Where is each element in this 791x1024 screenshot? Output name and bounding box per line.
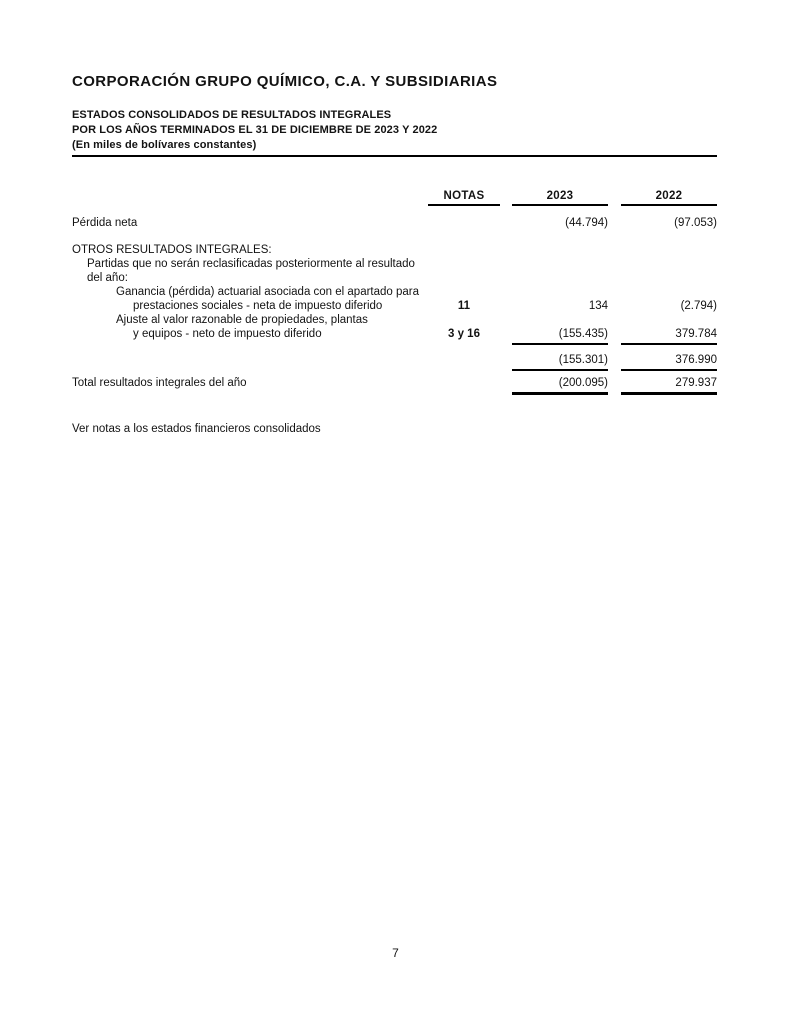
- column-header-notas: NOTAS: [428, 189, 500, 206]
- value-2022-cell: 379.784: [621, 327, 717, 345]
- table-row: [72, 313, 717, 327]
- statement-title: ESTADOS CONSOLIDADOS DE RESULTADOS INTEGRALES: [72, 109, 392, 121]
- column-header-2023: 2023: [512, 189, 608, 206]
- row-label: y equipos - neto de impuesto diferido: [133, 328, 322, 340]
- row-label: Ganancia (pérdida) actuarial asociada con el apartado para: [116, 286, 420, 298]
- table-row: [72, 257, 717, 285]
- statement-header: [72, 108, 717, 153]
- column-header-2022: 2022: [621, 189, 717, 206]
- footer-note: Ver notas a los estados financieros consolidados: [72, 423, 321, 435]
- row-label: Total resultados integrales del año: [72, 377, 247, 389]
- header-rule: [72, 155, 717, 157]
- table-row-subtotal: [72, 353, 717, 371]
- page-number: 7: [392, 946, 399, 960]
- notes-cell: 3 y 16: [448, 328, 480, 340]
- row-label: prestaciones sociales - neta de impuesto diferido: [133, 300, 383, 312]
- currency-note: (En miles de bolívares constantes): [72, 139, 257, 151]
- value-2022-cell: 376.990: [621, 353, 717, 371]
- notes-cell: 11: [457, 300, 471, 312]
- value-2023-cell: (200.095): [512, 376, 608, 395]
- row-label: Ajuste al valor razonable de propiedades, plantas: [116, 314, 368, 326]
- value-2023-cell: (44.794): [565, 217, 608, 229]
- value-2022-cell: (97.053): [674, 217, 717, 229]
- row-label: Pérdida neta: [72, 217, 138, 229]
- value-2023-cell: (155.435): [512, 327, 608, 345]
- value-2023-cell: 134: [588, 300, 608, 312]
- row-label: Partidas que no serán reclasificadas posteriormente al resultado del año:: [87, 258, 415, 284]
- row-label: OTROS RESULTADOS INTEGRALES:: [72, 244, 272, 256]
- table-row: [72, 216, 717, 230]
- statement-period: POR LOS AÑOS TERMINADOS EL 31 DE DICIEMBRE DE 2023 Y 2022: [72, 124, 438, 136]
- value-2022-cell: 279.937: [621, 376, 717, 395]
- financial-table: [72, 189, 717, 395]
- value-2022-cell: (2.794): [680, 300, 717, 312]
- company-name: CORPORACIÓN GRUPO QUÍMICO, C.A. Y SUBSIDIARIAS: [72, 73, 498, 90]
- table-row: [72, 285, 717, 299]
- table-row: [72, 243, 717, 257]
- table-row: [72, 299, 717, 313]
- table-row: [72, 327, 717, 345]
- table-header-row: [72, 189, 717, 206]
- table-row-total: [72, 376, 717, 395]
- value-2023-cell: (155.301): [512, 353, 608, 371]
